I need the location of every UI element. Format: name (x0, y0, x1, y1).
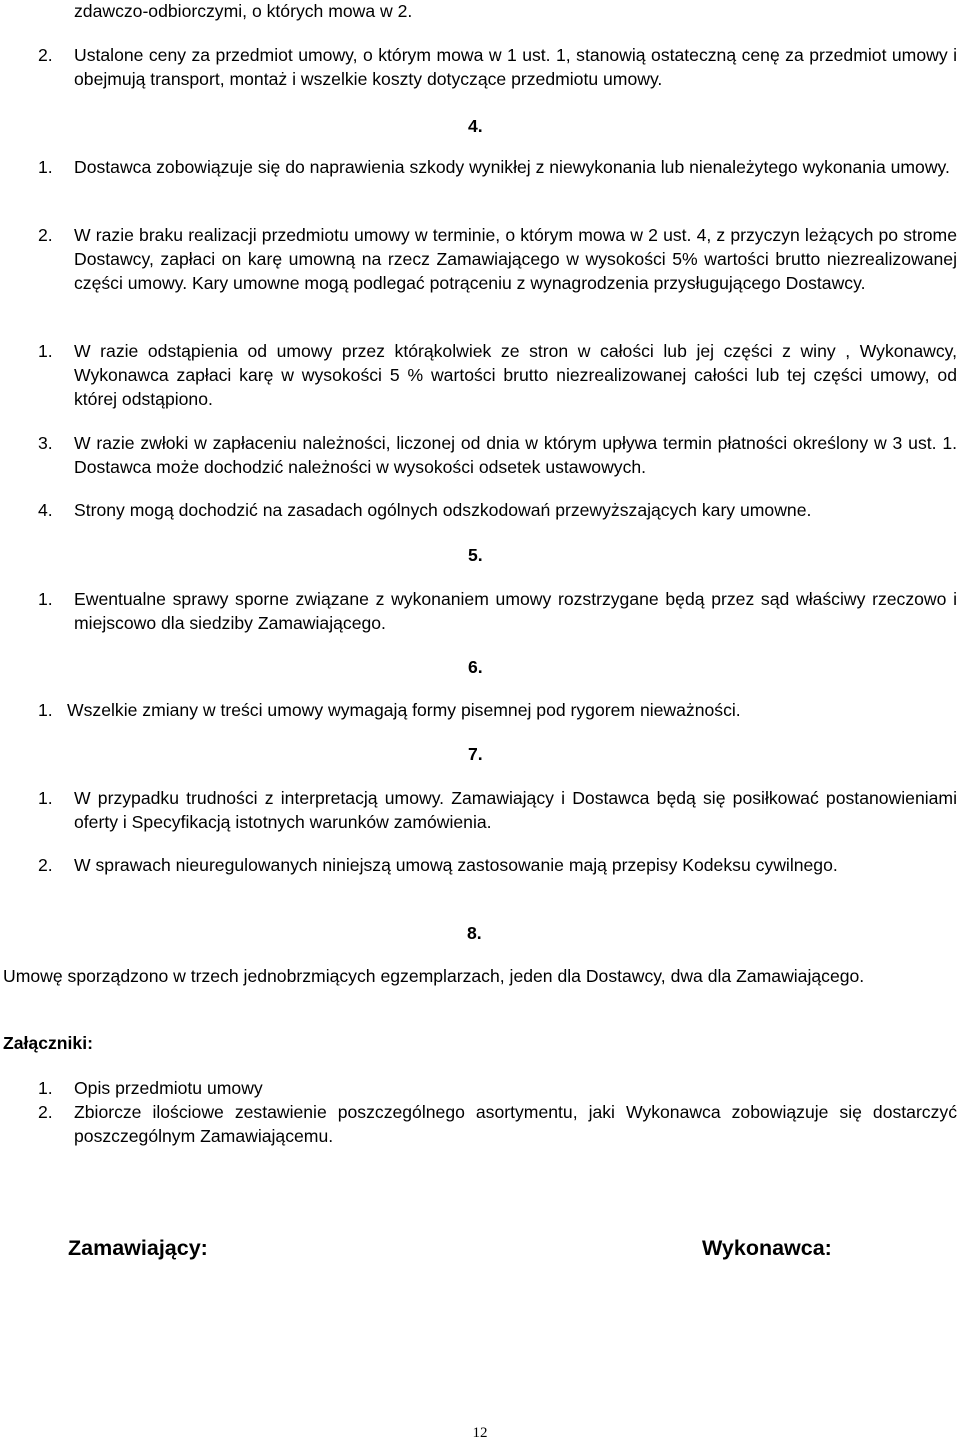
item-number: 1. (38, 1078, 53, 1098)
item-text: W sprawach nieuregulowanych niniejszą umową zastosowanie mają przepisy Kodeksu cywilnego. (74, 855, 838, 875)
list-item (38, 698, 957, 722)
section-heading-7: 7. (468, 744, 483, 764)
item-number: 1. (38, 700, 53, 720)
closing-paragraph: Umowę sporządzono w trzech jednobrzmiących egzemplarzach, jeden dla Dostawcy, dwa dla Zamawiającego. (3, 966, 865, 986)
attachments-title: Załączniki: (3, 1033, 93, 1053)
signature-zamawiajacy: Zamawiający: (68, 1236, 208, 1260)
item-number: 3. (38, 433, 53, 453)
list-item (38, 431, 957, 479)
item-text: W przypadku trudności z interpretacją umowy. Zamawiający i Dostawca będą się posiłkować postanowieniami oferty i Specyfikacją istotnych warunków zamówienia. (74, 788, 957, 832)
item-text: Wszelkie zmiany w treści umowy wymagają formy pisemnej pod rygorem nieważności. (67, 700, 741, 720)
signature-wykonawca: Wykonawca: (702, 1236, 832, 1260)
section-heading-6: 6. (468, 657, 483, 677)
item-number: 1. (38, 157, 53, 177)
item-text: Opis przedmiotu umowy (74, 1078, 263, 1098)
item-number: 2. (38, 1102, 53, 1122)
item-text: Strony mogą dochodzić na zasadach ogólnych odszkodowań przewyższających kary umowne. (74, 500, 812, 520)
list-item (38, 498, 957, 522)
item-text: W razie zwłoki w zapłaceniu należności, liczonej od dnia w którym upływa termin płatności określony w 3 ust. 1. Dostawca może dochodzić należności w wysokości odsetek ustawowych. (74, 433, 957, 477)
list-item (38, 43, 957, 91)
item-text: Dostawca zobowiązuje się do naprawienia szkody wynikłej z niewykonania lub nienależytego wykonania umowy. (74, 157, 950, 177)
list-item (38, 853, 957, 877)
item-number: 1. (38, 341, 53, 361)
section-heading-8: 8. (467, 923, 482, 943)
item-text: Ewentualne sprawy sporne związane z wykonaniem umowy rozstrzygane będą przez sąd właściwy rzeczowo i miejscowo dla siedziby Zamawiającego. (74, 589, 957, 633)
item-number: 1. (38, 788, 53, 808)
item-text: W razie braku realizacji przedmiotu umowy w terminie, o którym mowa w 2 ust. 4, z przyczyn leżących po strome Dostawcy, zapłaci on karę umowną na rzecz Zamawiającego w wysokości 5% wartości brutto niezrealizowanej części umowy. Kary umowne mogą podlegać potrąceniu z wynagrodzenia przysługującego Dostawcy. (74, 225, 957, 293)
list-item (38, 223, 957, 295)
list-item (38, 587, 957, 635)
section-heading-4: 4. (468, 116, 483, 136)
item-number: 2. (38, 225, 53, 245)
item-text: W razie odstąpienia od umowy przez którąkolwiek ze stron w całości lub jej części z winy , Wykonawcy, Wykonawca zapłaci karę w wysokości 5 % wartości brutto niezrealizowanej całości lub tej części umowy, od której odstąpiono. (74, 341, 957, 409)
item-text: Ustalone ceny za przedmiot umowy, o którym mowa w 1 ust. 1, stanowią ostateczną cenę za przedmiot umowy i obejmują transport, montaż i wszelkie koszty dotyczące przedmiotu umowy. (74, 45, 957, 89)
item-text: Zbiorcze ilościowe zestawienie poszczególnego asortymentu, jaki Wykonawca zobowiązuje się dostarczyć poszczególnym Zamawiającemu. (74, 1102, 957, 1146)
item-number: 2. (38, 855, 53, 875)
attachment-item (38, 1100, 957, 1148)
page-number: 12 (472, 1425, 488, 1441)
item-number: 4. (38, 500, 53, 520)
item-number: 1. (38, 589, 53, 609)
intro-line: zdawczo-odbiorczymi, o których mowa w 2. (74, 1, 413, 21)
list-item (38, 155, 957, 179)
section-heading-5: 5. (468, 545, 483, 565)
list-item (38, 339, 957, 411)
item-number: 2. (38, 45, 53, 65)
attachment-item (38, 1076, 957, 1100)
list-item (38, 786, 957, 834)
